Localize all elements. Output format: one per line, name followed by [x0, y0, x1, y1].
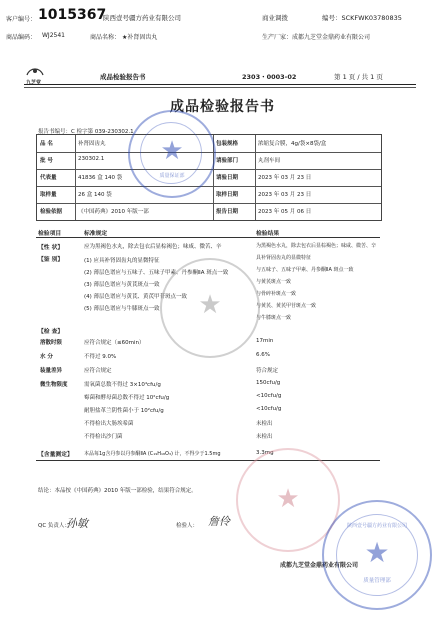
qc-label: QC 负责人： — [38, 523, 70, 529]
info-value: 2023 年 05 月 06 日 — [258, 209, 312, 215]
company-logo — [24, 64, 46, 78]
info-value: 补肾固齿丸 — [78, 141, 106, 147]
qa-stamp-top: ★ 质量保证部 — [128, 110, 216, 198]
identify-standard: (1) 应具补肾固齿丸的显微特征 — [84, 258, 160, 264]
character-label: 【性 状】 — [38, 245, 64, 251]
col-header-item: 检验项目 — [38, 231, 62, 237]
info-value: 230302.1 — [78, 156, 105, 162]
doc-number: 2303・0003-02 — [242, 73, 297, 81]
inspector-signature: 詹伶 — [208, 515, 230, 528]
page-title: 成品检验报告书 — [170, 99, 275, 115]
identify-label: 【鉴 别】 — [38, 257, 64, 263]
info-key: 品 名 — [40, 141, 53, 147]
content-label: 【含量测定】 — [38, 452, 73, 458]
check-result: 17min — [256, 338, 274, 344]
identify-result: 与黄芪、黄芪甲苷斑点一致 — [256, 303, 317, 309]
character-result: 为黑褐色水丸，除去包衣后显棕褐色；味咸、微苦、辛 — [256, 243, 377, 249]
info-value: 《中国药典》2010 年版一部 — [78, 209, 149, 215]
identify-result: 与五味子、五味子甲素、丹参酮ⅡA 斑点一致 — [256, 267, 354, 273]
col-header-result: 检验结果 — [256, 231, 280, 237]
manufacturer: 成都九芝堂金鼎药业有限公司 — [292, 34, 371, 41]
check-item: 装量差异 — [40, 368, 63, 374]
check-item: 微生物限度 — [40, 382, 68, 388]
check-standard: 需氧菌总数不得过 3×10⁴cfu/g — [84, 382, 161, 388]
check-result: 未检出 — [256, 434, 273, 440]
logo-text: 九芝堂 — [26, 80, 42, 86]
info-key: 取样日期 — [216, 192, 239, 198]
check-label: 【检 查】 — [38, 329, 64, 335]
info-key: 包装规格 — [216, 141, 239, 147]
info-value: 丸剂车间 — [258, 158, 281, 164]
header-rule — [24, 84, 416, 85]
content-standard: 本品每1g含丹参以丹参酮ⅡA (C₁₉H₁₈O₃) 计，不得少于1.5mg — [84, 451, 221, 457]
info-key: 请验日期 — [216, 175, 239, 181]
header-rule-2 — [24, 87, 416, 88]
supplier-company: 陕西壹号疆方药业有限公司 — [103, 14, 181, 22]
identify-result: 与骨碎补斑点一致 — [256, 291, 297, 297]
check-result: 6.6% — [256, 352, 270, 358]
check-standard: 应符合规定 — [84, 368, 112, 374]
qc-signature: 孙敏 — [66, 517, 88, 530]
info-value: 2023 年 03 月 23 日 — [258, 192, 312, 198]
check-standard: 霉菌和酵母菌总数不得过 10²cfu/g — [84, 395, 170, 401]
inspector-label: 检验人： — [176, 523, 199, 529]
check-result: <10cfu/g — [256, 393, 282, 399]
check-result: 未检出 — [256, 421, 273, 427]
conclusion: 结论：本品按《中国药典》2010 年版一部检验，结果符合规定。 — [38, 488, 197, 494]
doc-type: 成品检验报告书 — [100, 73, 146, 81]
customer-no-label: 客户编号： — [6, 16, 37, 23]
tests-rule — [36, 237, 380, 238]
check-item: 溶散时限 — [40, 340, 63, 346]
qm-stamp-dept: 质量管理部 — [363, 578, 391, 584]
info-key: 代表量 — [40, 175, 57, 181]
col-header-standard: 标准规定 — [84, 231, 108, 237]
identify-standard: (2) 薄层色谱应与五味子、五味子甲素、丹参酮ⅡA 斑点一致 — [84, 270, 229, 276]
report-number: 报告书编号：C 检字第 039-230302.1 — [38, 129, 134, 135]
info-value: 2023 年 03 月 23 日 — [258, 175, 312, 181]
check-standard: 耐胆盐革兰阴性菌小于 10²cfu/g — [84, 408, 164, 414]
company-stamp: ★ — [236, 448, 340, 552]
identify-standard: (4) 薄层色谱应与黄芪、黄芪甲苷斑点一致 — [84, 294, 188, 300]
check-result: 符合规定 — [256, 368, 279, 374]
biz-category: 商业调拨 — [262, 14, 288, 22]
info-key: 取样量 — [40, 192, 57, 198]
identify-standard: (3) 薄层色谱应与黄芪斑点一致 — [84, 282, 160, 288]
watermark-stamp: ★ — [160, 258, 260, 358]
qm-stamp-company: 陕西壹号疆方药业有限公司 — [346, 523, 407, 529]
product-name: ★补肾固齿丸 — [122, 34, 158, 41]
character-standard: 应为黑褐色水丸，除去包衣后显棕褐色；味咸、微苦、辛 — [84, 244, 222, 250]
check-item: 水 分 — [40, 354, 53, 360]
character-result-2: 具补肾固齿丸的显微特征 — [256, 255, 312, 261]
footer-company: 成都九芝堂金鼎药业有限公司 — [280, 562, 359, 569]
check-standard: 不得检出沙门菌 — [84, 434, 123, 440]
manufacturer-label: 生产厂家： — [262, 34, 293, 41]
qa-stamp-text: 质量保证部 — [159, 173, 185, 179]
check-result: <10cfu/g — [256, 406, 282, 412]
product-code-label: 商品编码： — [6, 34, 37, 41]
info-key: 请验部门 — [216, 158, 239, 164]
biz-code: 编号：SCKFWK03780835 — [322, 14, 402, 22]
qm-stamp: ★ 陕西壹号疆方药业有限公司 质量管理部 — [322, 500, 432, 610]
page-info: 第 1 页 / 共 1 页 — [334, 73, 383, 81]
check-standard: 不得过 9.0% — [84, 354, 117, 360]
info-value: 41836 盒 140 袋 — [78, 175, 123, 181]
info-key: 批 号 — [40, 158, 53, 164]
content-result: 3.3mg — [256, 450, 274, 456]
info-key: 检验依据 — [40, 209, 63, 215]
info-key: 报告日期 — [216, 209, 239, 215]
info-value: 浓缩复合膜，4g/袋×8袋/盒 — [258, 141, 327, 147]
customer-no: 1015367 — [38, 7, 107, 23]
check-standard: 不得检出大肠埃希菌 — [84, 421, 134, 427]
tests-bottom-rule — [36, 460, 380, 461]
identify-result: 与牛膝斑点一致 — [256, 315, 292, 321]
check-result: 150cfu/g — [256, 380, 281, 386]
info-value: 26 盒 140 袋 — [78, 192, 112, 198]
check-standard: 应符合规定（≤60min） — [84, 340, 145, 346]
identify-standard: (5) 薄层色谱应与牛膝斑点一致 — [84, 306, 160, 312]
identify-result: 与黄芪斑点一致 — [256, 279, 292, 285]
product-code: WJ2541 — [42, 32, 65, 39]
product-name-label: 商品名称： — [90, 34, 121, 41]
